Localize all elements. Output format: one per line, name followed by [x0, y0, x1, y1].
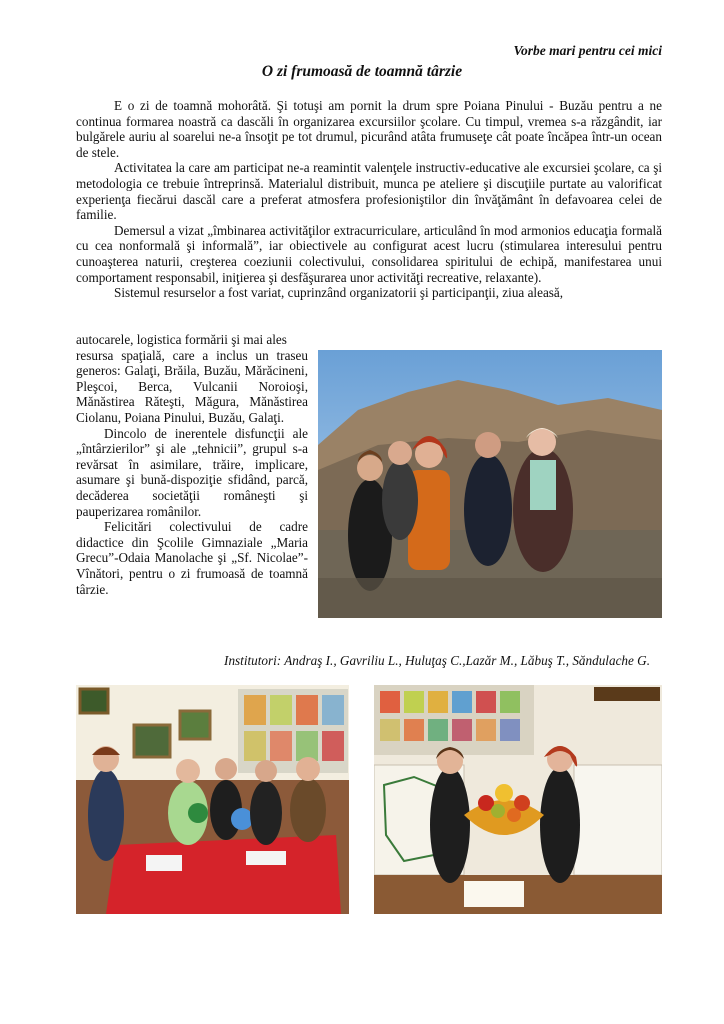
column-line: autocarele, logistica formării şi mai ales [76, 332, 287, 347]
wrapped-column [76, 332, 308, 597]
photo-bouquet [374, 685, 662, 914]
article-title-text: O zi frumoasă de toamnă târzie [261, 63, 463, 80]
header-series: Vorbe mari pentru cei mici [513, 43, 662, 58]
column-paragraph: resursa spaţială, care a inclus un traseu generos: Galaţi, Brăila, Buzău, Mărăcineni, Pleşcoi, Berca, Vulcanii Noroioşi, Mănăstirea Răteşti, Măgura, Mănăstirea Ciolanu, Poiana Pinului, Buzău, Galaţi. [76, 347, 308, 425]
photo-workshop-table [76, 685, 349, 914]
photo-group-mountain [318, 350, 662, 618]
column-paragraph: Felicitări colectivului de cadre didactice din Şcolile Gimnaziale „Maria Grecu”-Odaia Manolache şi „Sf. Nicolae”-Vînători, pentru o zi frumoasă de toamnă târzie. [76, 519, 308, 597]
paragraph: E o zi de toamnă mohorâtă. Şi totuşi am pornit la drum spre Poiana Pinului - Buzău pentru a ne continua formarea noastră ca dascăli în organizarea excursiilor şcolare. Cu timpul, vremea s-a răzgândit, iar bulgărele auriu al soarelui ne-a însoţit pe tot drumul, picurând atâta frumuseţe cât poate încăpea într-un ocean de stele. [76, 98, 662, 160]
paragraph: Demersul a vizat „îmbinarea activităţilor extracurriculare, articulând în mod armonios educaţia formală cu cea nonformală şi informală”, iar obiectivele au configurat acest lucru (stimularea interesului pentru cunoaşterea naturii, creşterea coeziunii colectivului, consolidarea spiritului de echipă, manifestarea unui comportament responsabil, iniţierea şi desfăşurarea unor activităţi recreative, relaxante). [76, 222, 662, 285]
signature: Institutori: Andraş I., Gavriliu L., Huluţaş C.,Lazăr M., Lăbuş T., Săndulache G. [224, 653, 650, 668]
article-title [0, 63, 724, 81]
paragraph: Activitatea la care am participat ne-a reamintit valenţele instructiv-educative ale excursiei şcolare, ca şi metodologia ce trebuie întreprinsă. Materialul distribuit, munca pe ateliere şi discuţiile purtate au valorificat experienţa fiecărui dascăl care a preferat atmosfera profesioniştilor din învăţământ în defavoarea celei de familie. [76, 160, 662, 223]
paragraph: Sistemul resurselor a fost variat, cuprinzând organizatorii şi participanţii, ziua aleasă, [114, 285, 564, 301]
column-paragraph: Dincolo de inerentele disfuncţii ale „întârzierilor” şi ale „tehnicii”, grupul s-a revărsat în asimilare, trăire, implicare, asumare şi bună-dispoziţie sfidând, parcă, decăderea societăţii româneşti şi pauperizarea românilor. [76, 425, 308, 519]
article-body [76, 98, 662, 301]
